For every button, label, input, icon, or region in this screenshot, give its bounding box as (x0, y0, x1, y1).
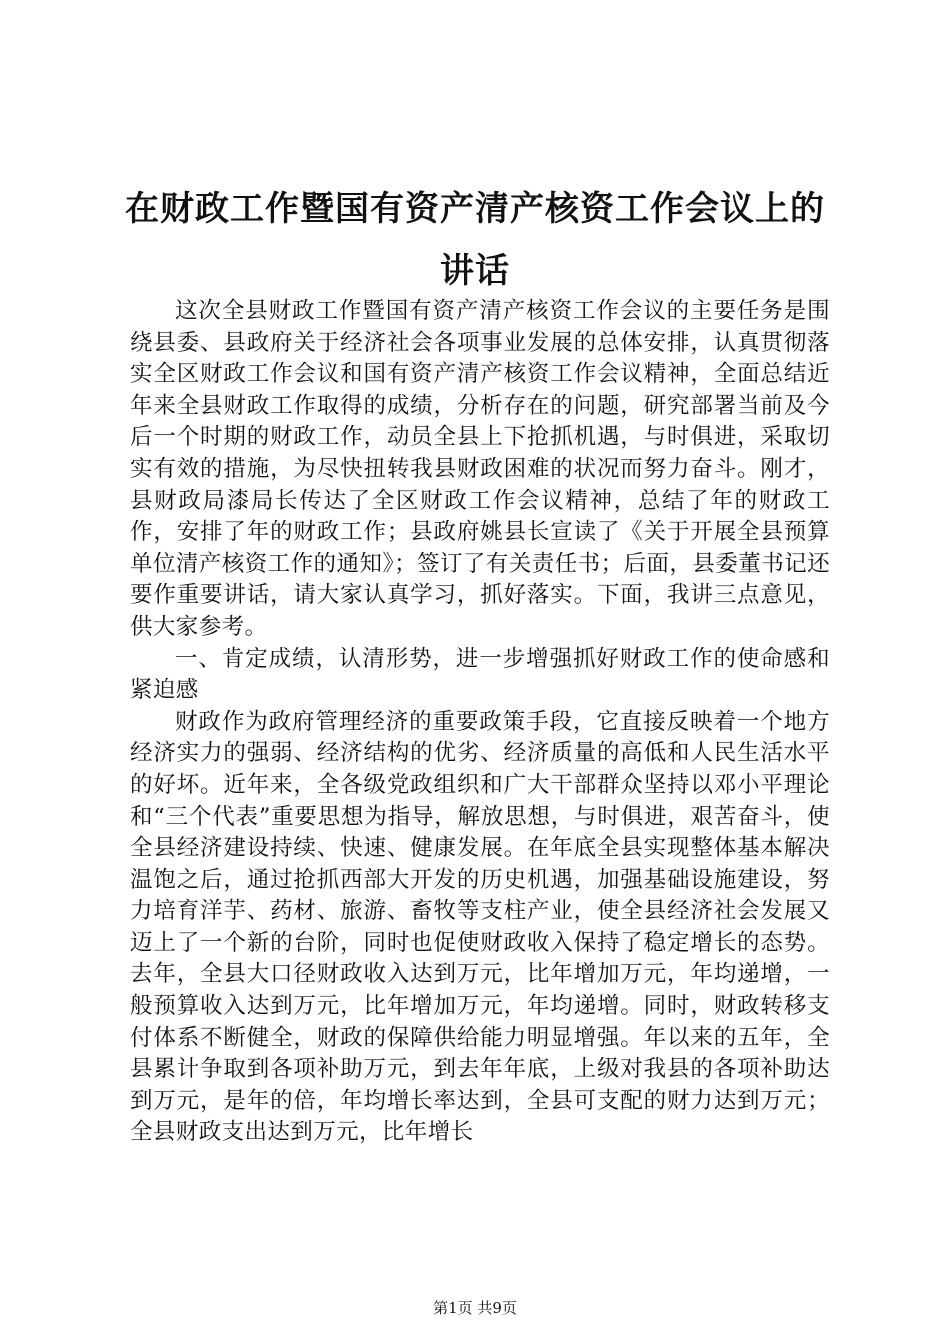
title-line-1: 在财政工作暨国有资产清产核资工作会议上的 (125, 189, 825, 229)
title-line-2: 讲话 (440, 251, 510, 291)
document-body (130, 296, 830, 1149)
page-number-footer: 第1页 共9页 (433, 1299, 517, 1317)
document-title (110, 178, 840, 302)
intro-paragraph: 这次全县财政工作暨国有资产清产核资工作会议的主要任务是围绕县委、县政府关于经济社会各项事业发展的总体安排，认真贯彻落实全区财政工作会议和国有资产清产核资工作会议精神，全面总结近年来全县财政工作取得的成绩，分析存在的问题，研究部署当前及今后一个时期的财政工作，动员全县上下抢抓机遇，与时俱进，采取切实有效的措施，为尽快扭转我县财政困难的状况而努力奋斗。刚才，县财政局漆局长传达了全区财政工作会议精神，总结了年的财政工作，安排了年的财政工作；县政府姚县长宣读了《关于开展全县预算单位清产核资工作的通知》；签订了有关责任书；后面，县委董书记还要作重要讲话，请大家认真学习，抓好落实。下面，我讲三点意见，供大家参考。 (130, 298, 830, 640)
section-heading-1: 一、肯定成绩，认清形势，进一步增强抓好财政工作的使命感和紧迫感 (130, 645, 830, 704)
body-paragraph: 财政作为政府管理经济的重要政策手段，它直接反映着一个地方经济实力的强弱、经济结构的优劣、经济质量的高低和人民生活水平的好坏。近年来，全各级党政组织和广大干部群众坚持以邓小平理论和“三个代表”重要思想为指导，解放思想，与时俱进，艰苦奋斗，使全县经济建设持续、快速、健康发展。在年底全县实现整体基本解决温饱之后，通过抢抓西部大开发的历史机遇，加强基础设施建设，努力培育洋芋、药材、旅游、畜牧等支柱产业，使全县经济社会发展又迈上了一个新的台阶，同时也促使财政收入保持了稳定增长的态势。去年，全县大口径财政收入达到万元，比年增加万元，年均递增，一般预算收入达到万元，比年增加万元，年均递增。同时，财政转移支付体系不断健全，财政的保障供给能力明显增强。年以来的五年，全县累计争取到各项补助万元，到去年年底，上级对我县的各项补助达到万元，是年的倍，年均增长率达到，全县可支配的财力达到万元；全县财政支出达到万元，比年增长 (130, 708, 830, 1146)
